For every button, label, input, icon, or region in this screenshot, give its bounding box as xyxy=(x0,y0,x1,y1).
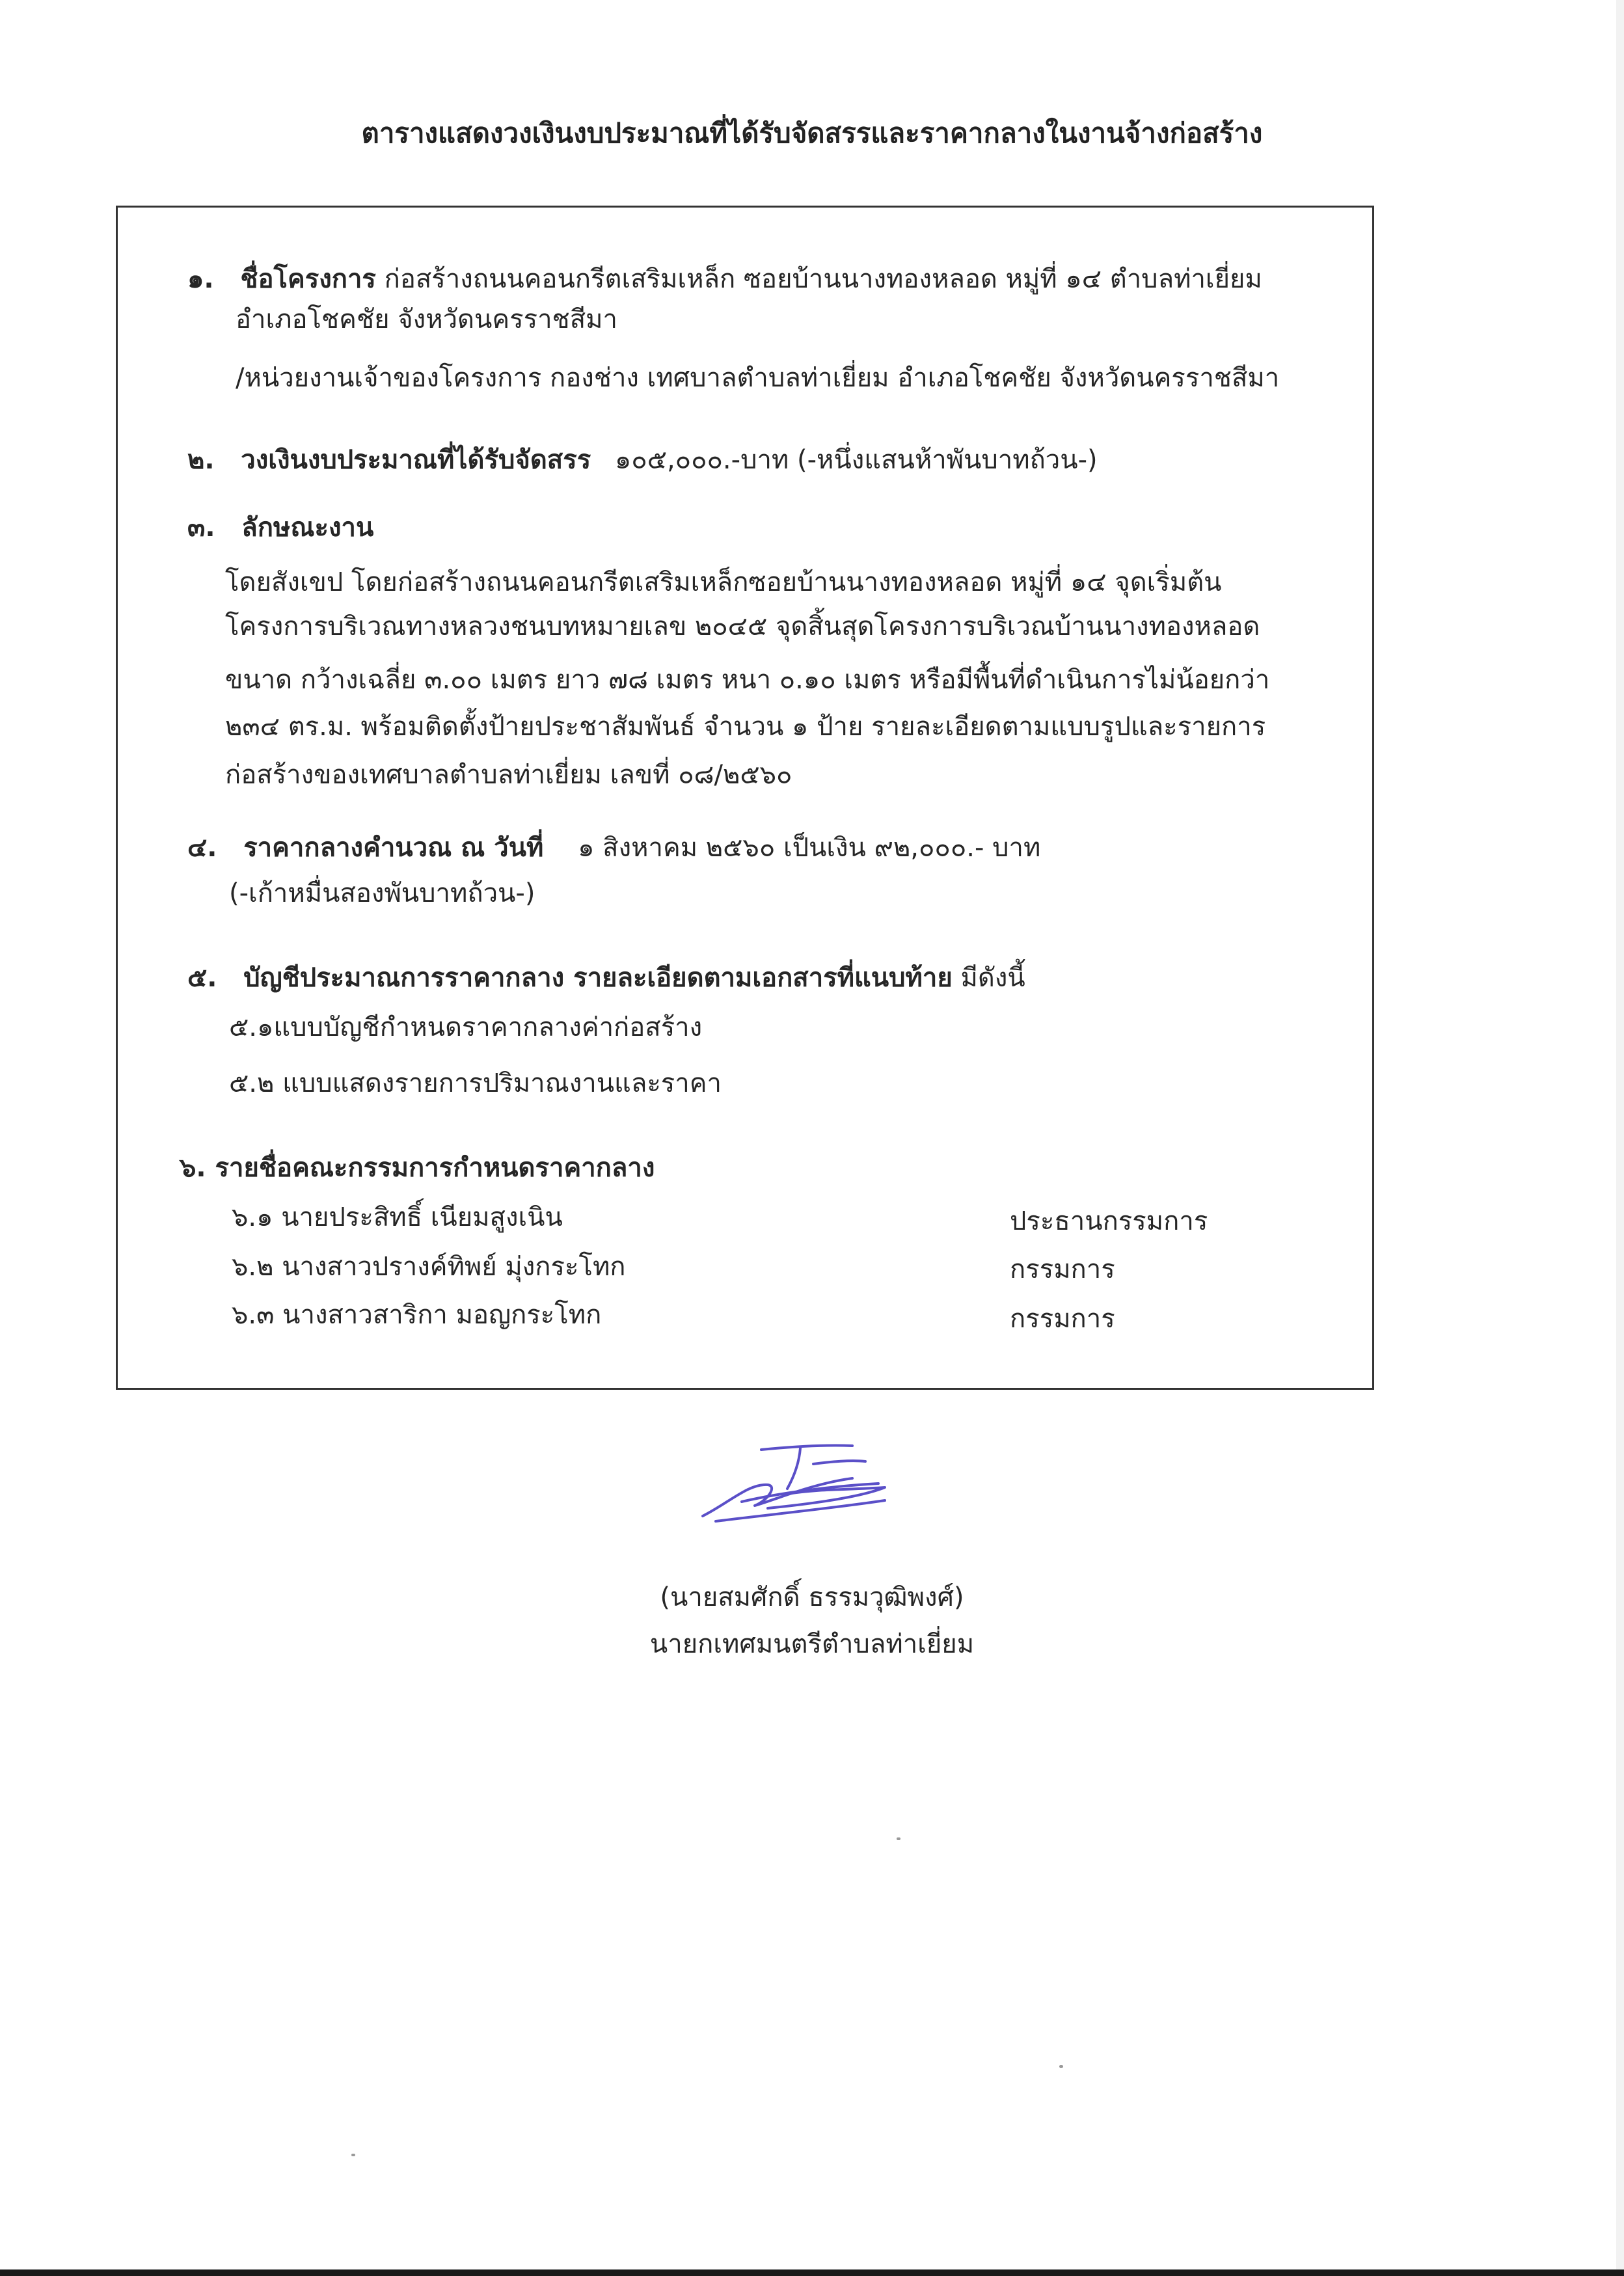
item2-text: ๑๐๕,๐๐๐.-บาท (-หนึ่งแสนห้าพันบาทถ้วน-) xyxy=(614,445,1098,475)
item3-heading: ลักษณะงาน xyxy=(241,513,374,543)
item3-line-3: ขนาด กว้างเฉลี่ย ๓.๐๐ เมตร ยาว ๗๘ เมตร หนา ๐.๑๐ เมตร หรือมีพื้นที่ดำเนินการไม่น้อยกว่า xyxy=(225,665,1270,695)
item1-line2: อำเภอโชคชัย จังหวัดนครราชสีมา xyxy=(236,305,617,334)
item2-heading: วงเงินงบประมาณที่ได้รับจัดสรร xyxy=(241,445,591,475)
item5-row xyxy=(187,962,1025,994)
document-title: ตารางแสดงวงเงินงบประมาณที่ได้รับจัดสรรและราคากลางในงานจ้างก่อสร้าง xyxy=(361,117,1263,149)
committee-member-3-name: ๖.๓ นางสาวสาริกา มอญกระโทก xyxy=(232,1300,602,1330)
item5-number: ๕. xyxy=(187,963,217,993)
item3-line-1: โดยสังเขป โดยก่อสร้างถนนคอนกรีตเสริมเหล็กซอยบ้านนางทองหลอด หมู่ที่ ๑๔ จุดเริ่มต้น xyxy=(225,567,1222,597)
item3-line-5: ก่อสร้างของเทศบาลตำบลท่าเยี่ยม เลขที่ ๐๘/๒๕๖๐ xyxy=(225,760,792,790)
item5-tail: มีดังนี้ xyxy=(960,963,1025,993)
item1-heading: ชื่อโครงการ xyxy=(240,264,376,294)
signer-position: นายกเทศมนตรีตำบลท่าเยี่ยม xyxy=(649,1629,975,1659)
committee-member-2-role: กรรมการ xyxy=(1010,1254,1115,1284)
item1-line3: /หน่วยงานเจ้าของโครงการ กองช่าง เทศบาลตำบลท่าเยี่ยม อำเภอโชคชัย จังหวัดนครราชสีมา xyxy=(236,363,1280,393)
item3-line-4: ๒๓๔ ตร.ม. พร้อมติดตั้งป้ายประชาสัมพันธ์ จำนวน ๑ ป้าย รายละเอียดตามแบบรูปและรายการ xyxy=(225,712,1266,742)
item6-heading: ๖. รายชื่อคณะกรรมการกำหนดราคากลาง xyxy=(180,1153,655,1183)
item5-heading: บัญชีประมาณการราคากลาง รายละเอียดตามเอกสารที่แนบท้าย xyxy=(243,963,953,993)
scan-speck xyxy=(351,2154,355,2156)
item2-number: ๒. xyxy=(187,445,215,475)
item1-row xyxy=(187,263,1262,295)
item3-number: ๓. xyxy=(187,513,215,543)
item1-number: ๑. xyxy=(187,264,214,294)
scan-speck xyxy=(1059,2065,1063,2068)
committee-member-1-role: ประธานกรรมการ xyxy=(1010,1206,1208,1236)
committee-member-1-name: ๖.๑ นายประสิทธิ์ เนียมสูงเนิน xyxy=(232,1202,563,1232)
scan-speck xyxy=(897,1837,900,1840)
item4-text: ๑ สิงหาคม ๒๕๖๐ เป็นเงิน ๙๒,๐๐๐.- บาท xyxy=(578,833,1041,863)
signer-name: (นายสมศักดิ์ ธรรมวุฒิพงศ์) xyxy=(660,1582,964,1612)
scan-edge-bottom xyxy=(0,2269,1624,2276)
committee-member-3-role: กรรมการ xyxy=(1010,1304,1115,1334)
handwritten-signature xyxy=(690,1438,898,1529)
scan-edge-right xyxy=(1616,0,1624,2276)
item3-line-2: โครงการบริเวณทางหลวงชนบทหมายเลข ๒๐๔๕ จุดสิ้นสุดโครงการบริเวณบ้านนางทองหลอด xyxy=(225,612,1260,642)
item2-row xyxy=(187,444,1098,476)
item4-row xyxy=(187,832,1040,864)
item1-text: ก่อสร้างถนนคอนกรีตเสริมเหล็ก ซอยบ้านนางทองหลอด หมู่ที่ ๑๔ ตำบลท่าเยี่ยม xyxy=(384,264,1262,294)
item5-sub2: ๕.๒ แบบแสดงรายการปริมาณงานและราคา xyxy=(229,1068,722,1098)
item4-number: ๔. xyxy=(187,833,217,863)
committee-member-2-name: ๖.๒ นางสาวปรางค์ทิพย์ มุ่งกระโทก xyxy=(232,1252,626,1282)
item3-row xyxy=(187,511,373,544)
item4-heading: ราคากลางคำนวณ ณ วันที่ xyxy=(243,833,544,863)
item5-sub1: ๕.๑แบบบัญชีกำหนดราคากลางค่าก่อสร้าง xyxy=(229,1012,703,1042)
item4-line2: (-เก้าหมื่นสองพันบาทถ้วน-) xyxy=(229,878,535,908)
